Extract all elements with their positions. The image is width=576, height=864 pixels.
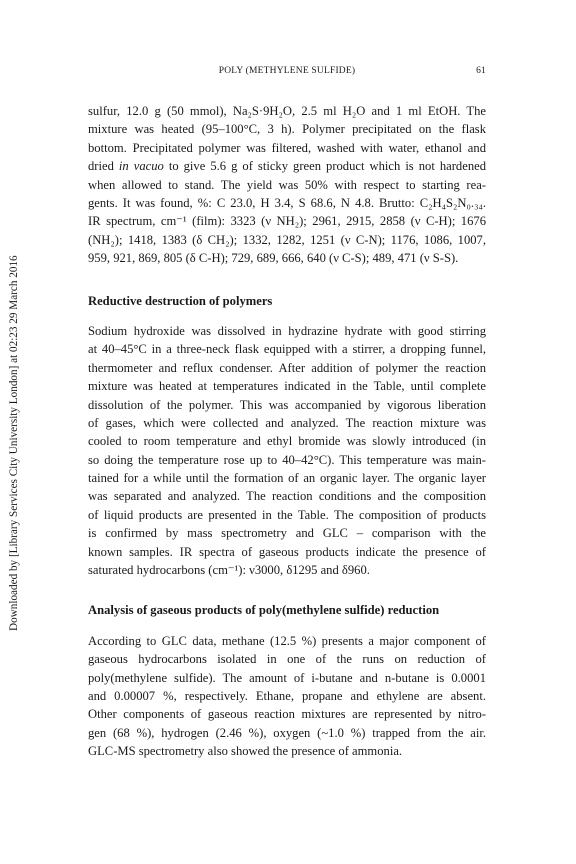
page-number: 61 xyxy=(476,66,486,76)
text-line: mixture was heated (95–100°C, 3 h). Polymer precipitated on the flask xyxy=(88,122,486,137)
text-line: mixture was heated at temperatures indicated in the Table, until complete xyxy=(88,379,486,394)
text-line xyxy=(88,157,486,175)
text-line: known samples. IR spectra of gaseous products indicate the presence of xyxy=(88,544,486,559)
paragraph-gas-analysis xyxy=(88,632,486,761)
text-line: gen (68 %), hydrogen (2.46 %), oxygen (~1.0 %) trapped from the air. xyxy=(88,725,486,740)
text-line: gents. It was found, %: C 23.0, H 3.4, S 68.6, N 4.8. Brutto: C₂H₄S₂N₀.₃₄. xyxy=(88,195,486,210)
page-body xyxy=(88,102,486,761)
text-line: cooled to room temperature and ethyl bromide was slowly introduced (in xyxy=(88,434,486,449)
running-title: POLY (METHYLENE SULFIDE) xyxy=(218,66,356,76)
section-heading-gas-analysis: Analysis of gaseous products of poly(methylene sulfide) reduction xyxy=(88,603,440,618)
text-line: GLC-MS spectrometry also showed the presence of ammonia. xyxy=(88,744,403,759)
text-line: thermometer and reflux condenser. After addition of polymer the reaction xyxy=(88,360,486,375)
text-line: (NH₂); 1418, 1383 (δ CH₂); 1332, 1282, 1251 (ν C-N); 1176, 1086, 1007, xyxy=(88,232,486,247)
text-line: According to GLC data, methane (12.5 %) presents a major component of xyxy=(88,633,486,648)
text-line: at 40–45°C in a three-neck flask equipped with a stirrer, a dropping funnel, xyxy=(88,342,486,357)
section-heading-reductive-destruction: Reductive destruction of polymers xyxy=(88,293,273,308)
text-run: dried xyxy=(88,159,119,174)
text-line: Other components of gaseous reaction mixtures are represented by nitro- xyxy=(88,707,486,722)
text-line: tained for a while until the formation of an organic layer. The organic layer xyxy=(88,471,486,486)
running-header xyxy=(88,66,486,80)
download-watermark: Downloaded by [Library Services City University London] at 02:23 29 March 2016 xyxy=(8,255,20,631)
text-line: sulfur, 12.0 g (50 mmol), Na₂S·9H₂O, 2.5 ml H₂O and 1 ml EtOH. The xyxy=(88,104,486,118)
text-line: is confirmed by mass spectrometry and GLC – comparison with the xyxy=(88,526,486,541)
text-line: poly(methylene sulfide). The amount of i-butane and n-butane is 0.0001 xyxy=(88,670,486,685)
text-line: Sodium hydroxide was dissolved in hydrazine hydrate with good stirring xyxy=(88,323,486,338)
text-line: of gases, which were collected and analyzed. The reaction mixture was xyxy=(88,415,486,430)
text-line: IR spectrum, cm⁻¹ (film): 3323 (ν NH₂); 2961, 2915, 2858 (ν C-H); 1676 xyxy=(88,214,486,229)
text-line: dissolution of the polymer. This was accompanied by vigorous liberation xyxy=(88,397,486,412)
text-line: of liquid products are presented in the Table. The composition of products xyxy=(88,507,486,522)
italic-text: in vacuo xyxy=(118,159,164,174)
text-line: was separated and analyzed. The reaction conditions and the composition xyxy=(88,489,486,504)
text-line: saturated hydrocarbons (cm⁻¹): ν3000, δ1295 and δ960. xyxy=(88,563,370,578)
text-line: and 0.00007 %, respectively. Ethane, propane and ethylene are absent. xyxy=(88,689,486,703)
paragraph-experimental-end xyxy=(88,102,486,268)
text-line: bottom. Precipitated polymer was filtered, washed with water, ethanol and xyxy=(88,140,486,155)
text-run: to give 5.6 g of sticky green product which is not hardened xyxy=(163,159,486,174)
paragraph-reductive-destruction xyxy=(88,322,486,579)
text-line: when allowed to stand. The yield was 50% with respect to starting rea- xyxy=(88,177,486,192)
text-line: 959, 921, 869, 805 (δ C-H); 729, 689, 666, 640 (ν C-S); 489, 471 (ν S-S). xyxy=(88,251,459,266)
text-line: so doing the temperature rose up to 40–42°C). This temperature was main- xyxy=(88,452,486,467)
text-line: gaseous hydrocarbons isolated in one of the runs on reduction of xyxy=(88,652,486,667)
